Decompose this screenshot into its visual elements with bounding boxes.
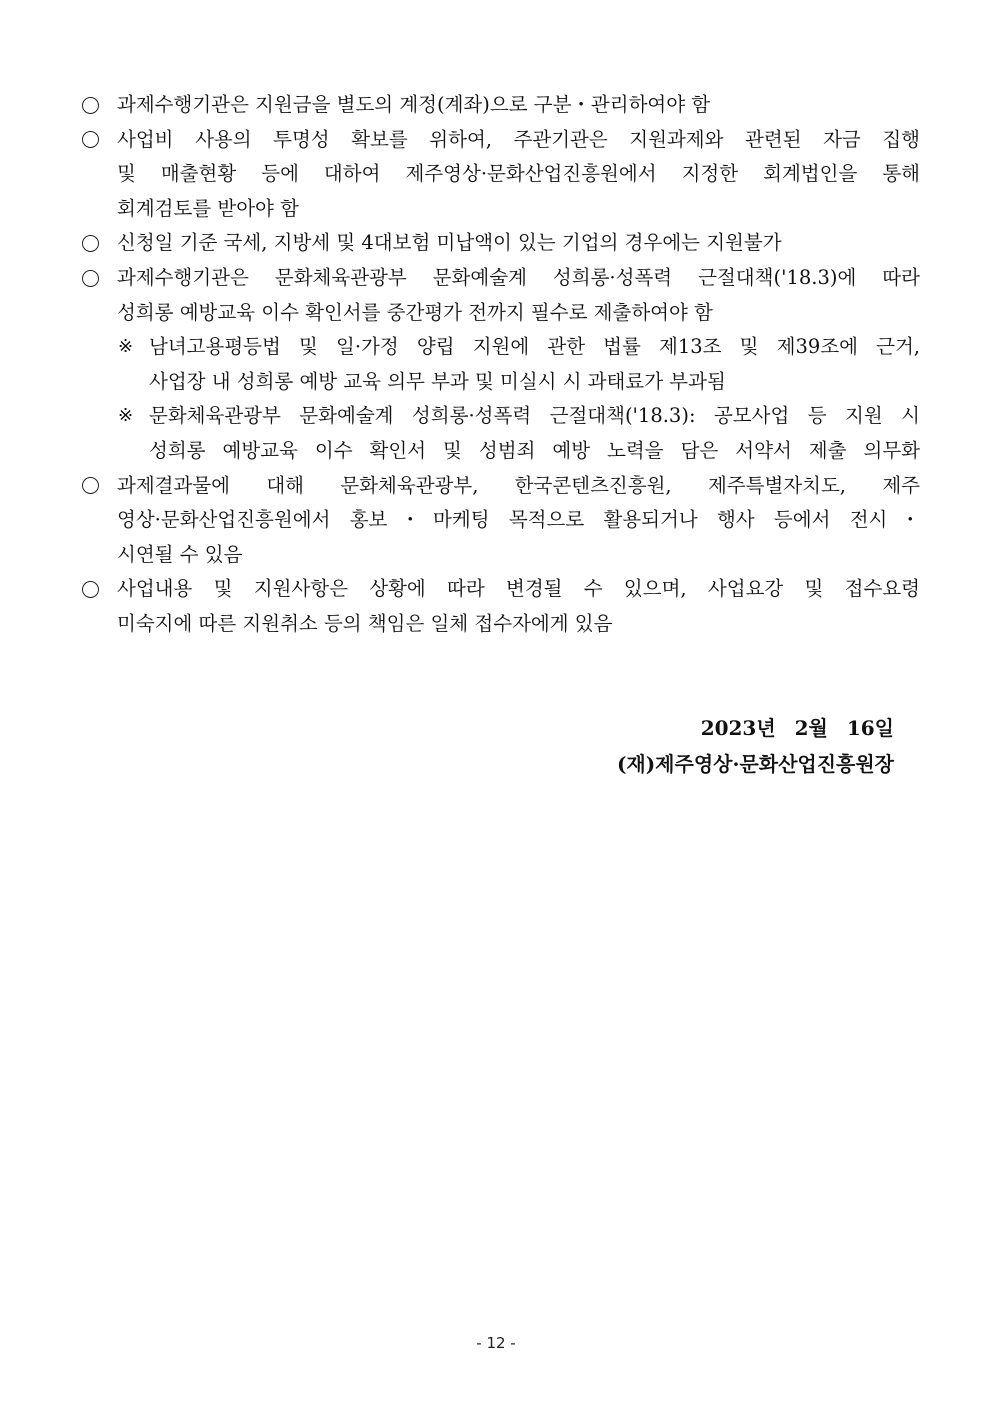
note-item	[118, 330, 920, 399]
list-item-text: 시연될 수 있음	[117, 542, 243, 566]
list-item-text: 및 매출현황 등에 대하여 제주영상·문화산업진흥원에서 지정한 회계법인을 통해	[117, 162, 920, 186]
circle-bullet-icon	[82, 235, 104, 252]
document-body	[0, 88, 992, 642]
list-item-text: 과제수행기관은 지원금을 별도의 계정(계좌)으로 구분・관리하여야 함	[117, 93, 711, 116]
note-text: 성희롱 예방교육 이수 확인서 및 성범죄 예방 노력을 담은 서약서 제출 의무화	[149, 438, 920, 462]
list-item-text: 영상·문화산업진흥원에서 홍보・마케팅 목적으로 활용되거나 행사 등에서 전시・	[117, 508, 920, 532]
signature-date: 2023년 2월 16일	[700, 716, 894, 740]
circle-bullet-icon	[82, 131, 104, 148]
list-item	[82, 261, 920, 330]
list-item-text: 신청일 기준 국세, 지방세 및 4대보험 미납액이 있는 기업의 경우에는 지원불가	[117, 231, 782, 255]
reference-mark-icon: ※	[118, 405, 134, 427]
list-item-text: 과제수행기관은 문화체육관광부 문화예술계 성희롱·성폭력 근절대책('18.3)에 따라	[117, 265, 920, 289]
list-item-text: 사업내용 및 지원사항은 상황에 따라 변경될 수 있으며, 사업요강 및 접수요령	[117, 577, 920, 601]
note-text: 남녀고용평등법 및 일·가정 양립 지원에 관한 법률 제13조 및 제39조에 근거,	[149, 335, 920, 359]
note-text: 사업장 내 성희롱 예방 교육 의무 부과 및 미실시 시 과태료가 부과됨	[149, 369, 726, 393]
list-item	[82, 572, 920, 641]
circle-bullet-icon	[82, 581, 104, 598]
list-item	[82, 123, 920, 227]
list-item-text: 성희롱 예방교육 이수 확인서를 중간평가 전까지 필수로 제출하여야 함	[117, 300, 713, 324]
list-item	[82, 469, 920, 573]
list-item-text: 미숙지에 따른 지원취소 등의 책임은 일체 접수자에게 있음	[117, 611, 613, 635]
circle-bullet-icon	[82, 97, 104, 114]
circle-bullet-icon	[82, 270, 104, 287]
signature-organization: (재)제주영상·문화산업진흥원장	[616, 752, 894, 776]
list-item-text: 사업비 사용의 투명성 확보를 위하여, 주관기관은 지원과제와 관련된 자금 집행	[117, 127, 920, 151]
list-item-text: 회계검토를 받아야 함	[117, 196, 299, 220]
list-item	[82, 226, 920, 261]
note-text: 문화체육관광부 문화예술계 성희롱·성폭력 근절대책('18.3): 공모사업 등 지원 시	[149, 404, 920, 428]
list-item	[82, 88, 920, 123]
page-number: - 12 -	[476, 1334, 516, 1352]
reference-mark-icon: ※	[118, 336, 134, 358]
circle-bullet-icon	[82, 477, 104, 494]
list-item-text: 과제결과물에 대해 문화체육관광부, 한국콘텐츠진흥원, 제주특별자치도, 제주	[117, 473, 920, 497]
note-item	[118, 399, 920, 468]
